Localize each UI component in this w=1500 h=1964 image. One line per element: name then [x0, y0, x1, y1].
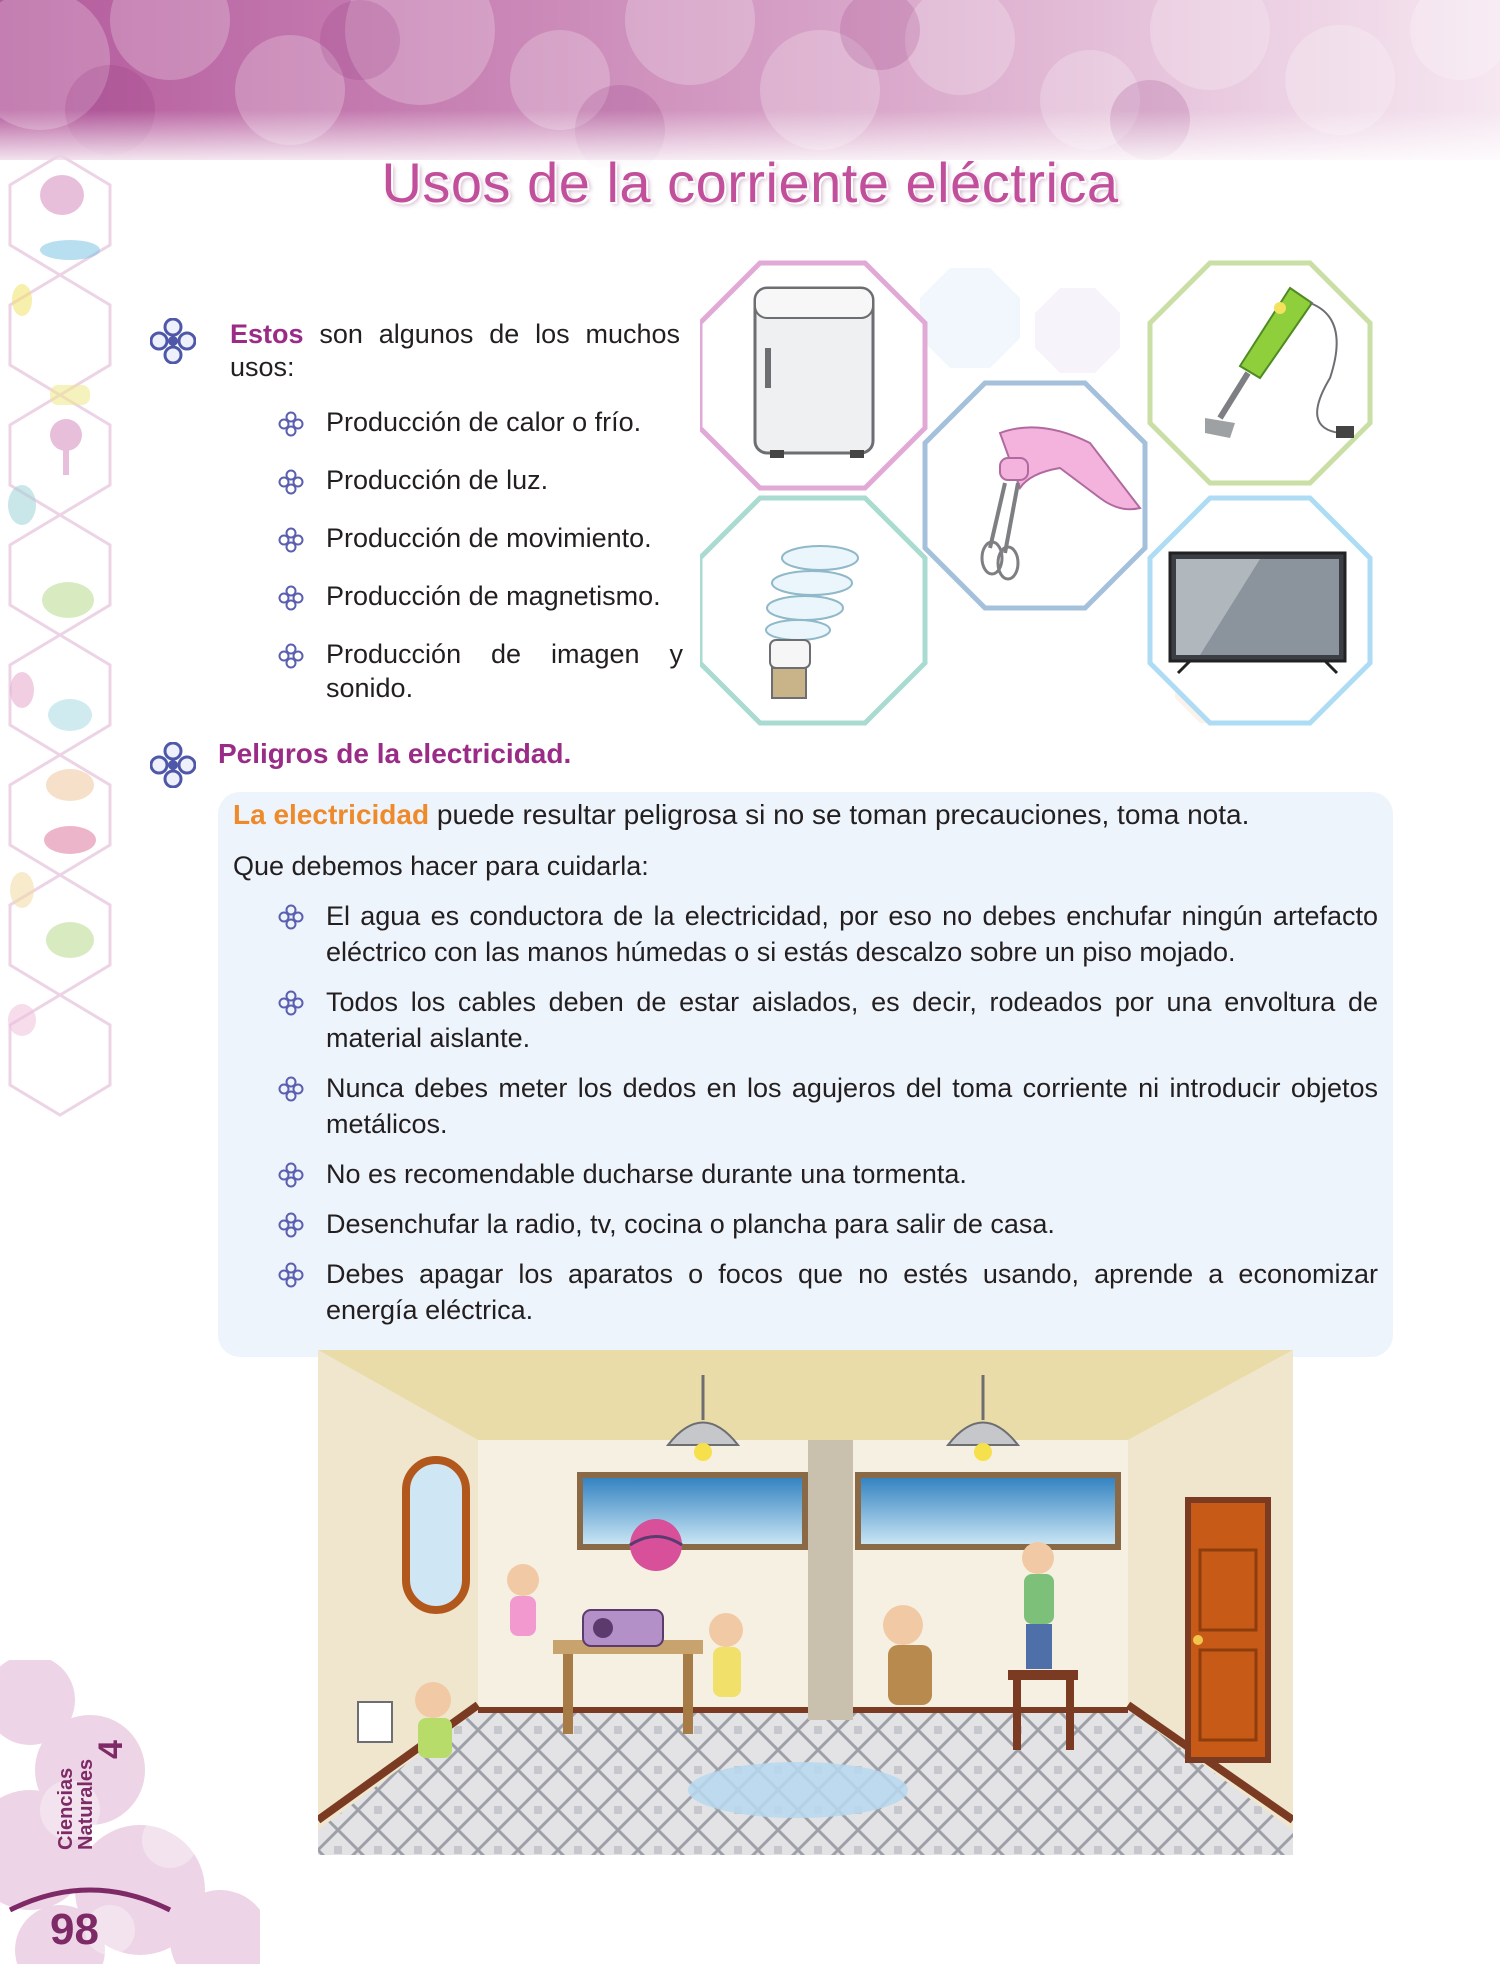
light-bulb-icon: [700, 498, 925, 723]
refrigerator-icon: [700, 263, 925, 488]
list-item: [278, 1256, 1378, 1328]
television-icon: [1150, 498, 1370, 723]
use-item-text: Producción de movimiento.: [326, 523, 652, 553]
buffalo-silhouette-icon: [46, 769, 94, 801]
tree2-silhouette-icon: [48, 699, 92, 731]
hand-blender-icon: [1150, 263, 1370, 483]
quatrefoil-bullet-icon: [278, 1076, 304, 1102]
list-item: [278, 521, 683, 555]
dangers-lead: [233, 795, 1383, 835]
quatrefoil-section-icon: [150, 742, 196, 788]
appliances-illustration: [700, 258, 1380, 728]
list-item: [278, 984, 1378, 1056]
book-name: [56, 1759, 96, 1850]
kangaroo-silhouette-icon: [10, 672, 34, 708]
quatrefoil-bullet-icon: [278, 1162, 304, 1188]
list-item: [278, 1156, 1378, 1192]
quatrefoil-bullet-icon: [278, 585, 304, 611]
book-number: 4: [91, 1740, 130, 1759]
danger-item-text: Debes apagar los aparatos o focos que no estés usando, aprende a economizar energía eléctrica.: [326, 1259, 1378, 1325]
book-label: [48, 1690, 128, 1880]
quatrefoil-bullet-icon: [278, 1262, 304, 1288]
uses-list: [278, 405, 683, 729]
tree-silhouette-icon: [40, 240, 100, 260]
list-item: [278, 463, 683, 497]
danger-item-text: Todos los cables deben de estar aislados, es decir, rodeados por una envoltura de material aislante.: [326, 987, 1378, 1053]
book-name-line2: Naturales: [75, 1758, 97, 1850]
use-item-text: Producción de magnetismo.: [326, 581, 661, 611]
quatrefoil-bullet-icon: [278, 469, 304, 495]
lion-silhouette-icon: [46, 922, 94, 958]
dangers-lead-text: puede resultar peligrosa si no se toman precauciones, toma nota.: [429, 799, 1250, 830]
danger-item-text: No es recomendable ducharse durante una tormenta.: [326, 1159, 967, 1189]
list-item: [278, 1206, 1378, 1242]
quatrefoil-bullet-icon: [278, 904, 304, 930]
danger-item-text: Desenchufar la radio, tv, cocina o plancha para salir de casa.: [326, 1209, 1055, 1239]
book-name-line1: Ciencias: [55, 1767, 77, 1850]
quatrefoil-bullet-icon: [278, 990, 304, 1016]
use-item-text: Producción de imagen y sonido.: [326, 639, 683, 703]
quatrefoil-bullet-icon: [278, 527, 304, 553]
header-banner: [0, 0, 1500, 170]
eagle-silhouette-icon: [42, 582, 94, 618]
dangers-subheading: Que debemos hacer para cuidarla:: [233, 851, 649, 881]
list-item: [278, 405, 683, 439]
page-title: Usos de la corriente eléctrica: [381, 151, 1119, 214]
quatrefoil-bullet-icon: [278, 411, 304, 437]
room-scene-illustration: [318, 1350, 1293, 1855]
danger-item-text: Nunca debes meter los dedos en los agujeros del toma corriente ni introducir objetos metálicos.: [326, 1073, 1378, 1139]
acacia-silhouette-icon: [44, 826, 96, 854]
left-hexagon-strip: [0, 150, 120, 1150]
dangers-list: [278, 898, 1378, 1342]
uses-intro-text: son algunos de los muchos usos:: [230, 319, 680, 382]
uses-intro: [230, 318, 680, 384]
hand-mixer-icon: [925, 383, 1145, 608]
list-item: [278, 898, 1378, 970]
list-item: [278, 579, 683, 613]
cow-silhouette-icon: [50, 385, 90, 405]
quatrefoil-bullet-icon: [278, 1212, 304, 1238]
bird-silhouette-icon: [12, 284, 32, 316]
list-item: [278, 1070, 1378, 1142]
monkey-silhouette-icon: [8, 1004, 36, 1036]
use-item-text: Producción de luz.: [326, 465, 549, 495]
quatrefoil-bullet-icon: [278, 643, 304, 669]
danger-item-text: El agua es conductora de la electricidad, por eso no debes enchufar ningún artefacto eléctrico con las manos húmedas o si estás descalzo sobre un piso mojado.: [326, 901, 1378, 967]
list-item: [278, 637, 683, 705]
corner-decoration: [0, 1660, 260, 1964]
elephant-silhouette-icon: [8, 485, 36, 525]
ostrich-silhouette-icon: [10, 872, 34, 908]
use-item-text: Producción de calor o frío.: [326, 407, 642, 437]
dangers-heading: Peligros de la electricidad.: [218, 738, 572, 769]
quatrefoil-section-icon: [150, 318, 196, 364]
uses-intro-bold: Estos: [230, 319, 304, 349]
page-number: 98: [50, 1905, 99, 1954]
dangers-lead-bold: La electricidad: [233, 799, 430, 830]
